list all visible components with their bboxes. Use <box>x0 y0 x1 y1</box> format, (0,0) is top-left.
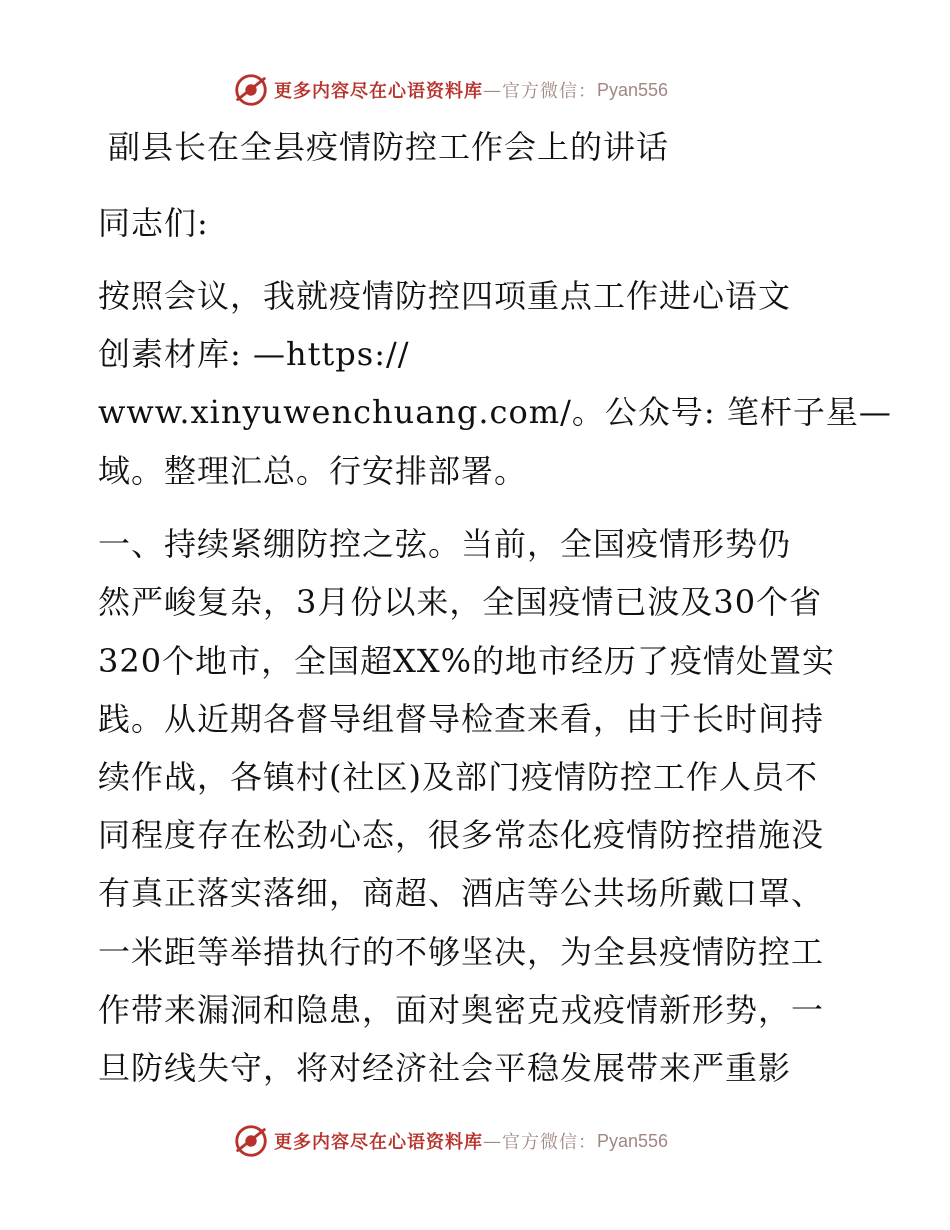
body-line: 续作战，各镇村(社区)及部门疫情防控工作人员不 <box>98 758 818 796</box>
body-line: 一、持续紧绷防控之弦。当前，全国疫情形势仍 <box>98 525 792 563</box>
body-line: 同志们: <box>98 204 209 242</box>
body-line: 域。整理汇总。行安排部署。 <box>98 452 528 490</box>
banner-separator: — <box>483 79 502 101</box>
banner-wechat-label: 官方微信： <box>502 81 597 102</box>
body-line: 同程度存在松劲心态，很多常态化疫情防控措施没 <box>98 816 825 854</box>
banner-brand-text: 更多内容尽在心语资料库 <box>274 1132 483 1153</box>
body-line: 践。从近期各督导组督导检查来看，由于长时间持 <box>98 700 825 738</box>
footer-banner <box>232 1121 668 1161</box>
body-line: 然严峻复杂，3月份以来，全国疫情已波及30个省 <box>98 583 823 621</box>
body-line: 320个地市，全国超XX%的地市经历了疫情处置实 <box>98 642 836 680</box>
banner-brand-text: 更多内容尽在心语资料库 <box>274 81 483 102</box>
body-line: 一米距等举措执行的不够坚决，为全县疫情防控工 <box>98 933 825 971</box>
body-line: 有真正落实落细，商超、酒店等公共场所戴口罩、 <box>98 874 825 912</box>
body-line: 旦防线失守，将对经济社会平稳发展带来严重影 <box>98 1049 792 1087</box>
brand-logo-icon <box>232 1122 270 1160</box>
banner-wechat-label: 官方微信： <box>502 1132 597 1153</box>
banner-separator: — <box>483 1130 502 1152</box>
banner-wechat-id: Pyan556 <box>597 79 669 100</box>
body-line: 创素材库: —https:// <box>98 335 410 373</box>
brand-logo-icon <box>232 71 270 109</box>
banner-wechat-id: Pyan556 <box>597 1130 669 1151</box>
body-line: 按照会议，我就疫情防控四项重点工作进心语文 <box>98 277 792 315</box>
body-line: www.xinyuwenchuang.com/。公众号: 笔杆子星— <box>98 393 892 431</box>
header-banner <box>232 70 668 110</box>
document-title: 副县长在全县疫情防控工作会上的讲话 <box>108 128 670 166</box>
body-line: 作带来漏洞和隐患，面对奥密克戎疫情新形势，一 <box>98 991 825 1029</box>
